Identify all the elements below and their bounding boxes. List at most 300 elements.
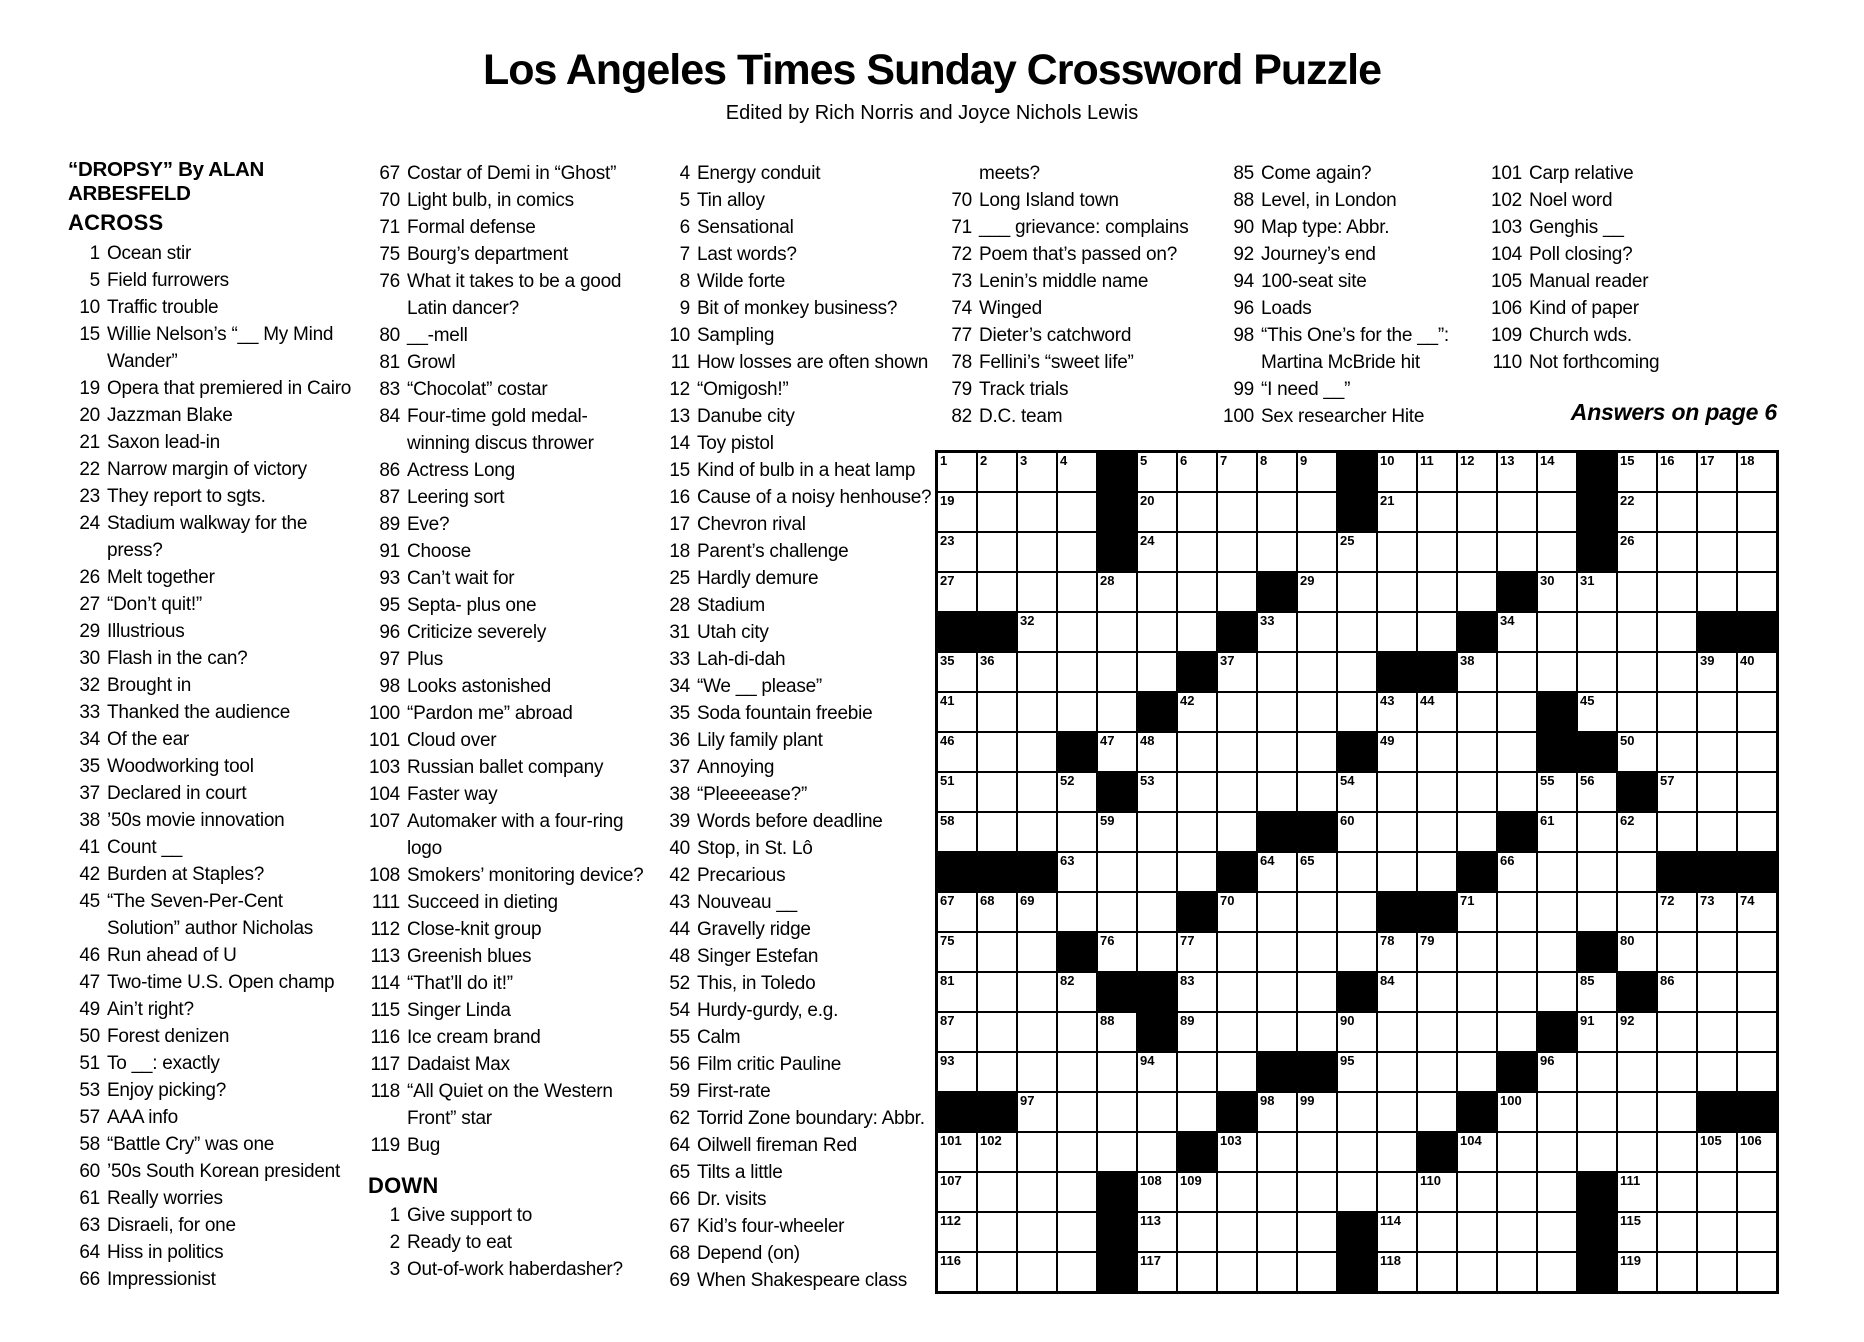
grid-cell[interactable] [1297,1212,1337,1252]
grid-cell[interactable] [1617,492,1657,532]
grid-cell[interactable] [1537,452,1577,493]
grid-cell[interactable] [1577,772,1617,812]
grid-cell[interactable] [937,812,978,852]
grid-cell[interactable] [1017,692,1057,732]
grid-cell[interactable] [1417,932,1457,972]
grid-cell[interactable] [1097,1052,1137,1092]
grid-cell[interactable] [1337,1052,1377,1092]
grid-cell[interactable] [1217,972,1257,1012]
grid-cell[interactable] [1217,772,1257,812]
grid-cell[interactable] [1257,1212,1297,1252]
grid-cell[interactable] [1017,1092,1057,1132]
grid-cell[interactable] [1097,1132,1137,1172]
grid-cell[interactable] [1257,1132,1297,1172]
grid-cell[interactable] [1617,572,1657,612]
grid-cell[interactable] [1457,972,1497,1012]
grid-cell[interactable] [1337,612,1377,652]
grid-cell[interactable] [1377,1252,1417,1293]
grid-cell[interactable] [1577,652,1617,692]
grid-cell[interactable] [977,532,1017,572]
grid-cell[interactable] [1697,1252,1737,1293]
grid-cell[interactable] [1217,1052,1257,1092]
grid-cell[interactable] [1457,1012,1497,1052]
grid-cell[interactable] [1417,852,1457,892]
grid-cell[interactable] [1417,1012,1457,1052]
grid-cell[interactable] [1417,1252,1457,1293]
grid-cell[interactable] [1697,1132,1737,1172]
grid-cell[interactable] [1577,852,1617,892]
grid-cell[interactable] [1377,972,1417,1012]
grid-cell[interactable] [1657,612,1697,652]
grid-cell[interactable] [1257,612,1297,652]
grid-cell[interactable] [1417,492,1457,532]
grid-cell[interactable] [1177,692,1217,732]
grid-cell[interactable] [1057,772,1097,812]
grid-cell[interactable] [1577,1092,1617,1132]
grid-cell[interactable] [1017,1052,1057,1092]
grid-cell[interactable] [1297,452,1337,493]
grid-cell[interactable] [1497,652,1537,692]
grid-cell[interactable] [1377,532,1417,572]
grid-cell[interactable] [1657,892,1697,932]
grid-cell[interactable] [1177,492,1217,532]
grid-cell[interactable] [1697,1012,1737,1052]
grid-cell[interactable] [1257,1012,1297,1052]
grid-cell[interactable] [1297,1012,1337,1052]
grid-cell[interactable] [1657,972,1697,1012]
grid-cell[interactable] [1257,692,1297,732]
grid-cell[interactable] [1577,812,1617,852]
grid-cell[interactable] [1217,732,1257,772]
grid-cell[interactable] [1617,1212,1657,1252]
grid-cell[interactable] [1697,932,1737,972]
grid-cell[interactable] [1497,972,1537,1012]
grid-cell[interactable] [1617,1052,1657,1092]
grid-cell[interactable] [937,692,978,732]
grid-cell[interactable] [1537,852,1577,892]
grid-cell[interactable] [1297,652,1337,692]
grid-cell[interactable] [1497,852,1537,892]
grid-cell[interactable] [1137,852,1177,892]
grid-cell[interactable] [937,532,978,572]
grid-cell[interactable] [1097,1092,1137,1132]
grid-cell[interactable] [1537,532,1577,572]
grid-cell[interactable] [1017,452,1057,493]
grid-cell[interactable] [1057,1092,1097,1132]
grid-cell[interactable] [1457,932,1497,972]
grid-cell[interactable] [1217,932,1257,972]
grid-cell[interactable] [1537,1052,1577,1092]
grid-cell[interactable] [1217,692,1257,732]
grid-cell[interactable] [937,1172,978,1212]
grid-cell[interactable] [977,1172,1017,1212]
grid-cell[interactable] [1017,932,1057,972]
grid-cell[interactable] [1417,1092,1457,1132]
grid-cell[interactable] [1537,1172,1577,1212]
grid-cell[interactable] [1057,452,1097,493]
grid-cell[interactable] [1217,1012,1257,1052]
grid-cell[interactable] [1697,692,1737,732]
grid-cell[interactable] [1297,692,1337,732]
grid-cell[interactable] [977,1132,1017,1172]
grid-cell[interactable] [977,652,1017,692]
grid-cell[interactable] [1137,492,1177,532]
grid-cell[interactable] [1697,492,1737,532]
grid-cell[interactable] [977,932,1017,972]
grid-cell[interactable] [1657,812,1697,852]
grid-cell[interactable] [1577,572,1617,612]
grid-cell[interactable] [1057,852,1097,892]
grid-cell[interactable] [1377,932,1417,972]
grid-cell[interactable] [937,1212,978,1252]
grid-cell[interactable] [1177,452,1217,493]
grid-cell[interactable] [937,1132,978,1172]
grid-cell[interactable] [1337,1092,1377,1132]
grid-cell[interactable] [1057,652,1097,692]
grid-cell[interactable] [1137,452,1177,493]
grid-cell[interactable] [1577,892,1617,932]
grid-cell[interactable] [1417,1172,1457,1212]
grid-cell[interactable] [1377,1132,1417,1172]
grid-cell[interactable] [1137,572,1177,612]
grid-cell[interactable] [937,572,978,612]
grid-cell[interactable] [1617,1172,1657,1212]
grid-cell[interactable] [1497,932,1537,972]
grid-cell[interactable] [977,892,1017,932]
grid-cell[interactable] [1057,972,1097,1012]
grid-cell[interactable] [1457,812,1497,852]
grid-cell[interactable] [1737,572,1778,612]
grid-cell[interactable] [1297,932,1337,972]
grid-cell[interactable] [1177,812,1217,852]
grid-cell[interactable] [1697,732,1737,772]
grid-cell[interactable] [1617,692,1657,732]
grid-cell[interactable] [1017,812,1057,852]
grid-cell[interactable] [1217,1172,1257,1212]
grid-cell[interactable] [1297,1132,1337,1172]
grid-cell[interactable] [1497,892,1537,932]
grid-cell[interactable] [1017,1212,1057,1252]
grid-cell[interactable] [1497,1252,1537,1293]
grid-cell[interactable] [1017,1012,1057,1052]
grid-cell[interactable] [1017,1252,1057,1293]
grid-cell[interactable] [1217,492,1257,532]
grid-cell[interactable] [1297,732,1337,772]
grid-cell[interactable] [1257,852,1297,892]
grid-cell[interactable] [1257,452,1297,493]
grid-cell[interactable] [1057,532,1097,572]
grid-cell[interactable] [1537,572,1577,612]
grid-cell[interactable] [1337,652,1377,692]
grid-cell[interactable] [1097,652,1137,692]
grid-cell[interactable] [1657,1092,1697,1132]
grid-cell[interactable] [1377,692,1417,732]
grid-cell[interactable] [977,692,1017,732]
grid-cell[interactable] [1497,1092,1537,1132]
grid-cell[interactable] [1457,1212,1497,1252]
grid-cell[interactable] [1177,932,1217,972]
grid-cell[interactable] [1577,1132,1617,1172]
grid-cell[interactable] [1457,892,1497,932]
grid-cell[interactable] [1617,1092,1657,1132]
grid-cell[interactable] [1137,812,1177,852]
grid-cell[interactable] [1617,612,1657,652]
grid-cell[interactable] [1737,1012,1778,1052]
grid-cell[interactable] [1137,1212,1177,1252]
grid-cell[interactable] [1177,572,1217,612]
grid-cell[interactable] [1697,972,1737,1012]
grid-cell[interactable] [1617,732,1657,772]
grid-cell[interactable] [1737,1132,1778,1172]
grid-cell[interactable] [937,972,978,1012]
grid-cell[interactable] [1297,572,1337,612]
grid-cell[interactable] [1457,1052,1497,1092]
grid-cell[interactable] [1097,812,1137,852]
grid-cell[interactable] [1417,692,1457,732]
grid-cell[interactable] [1697,1052,1737,1092]
grid-cell[interactable] [1457,652,1497,692]
grid-cell[interactable] [1537,772,1577,812]
grid-cell[interactable] [1217,1212,1257,1252]
grid-cell[interactable] [937,452,978,493]
grid-cell[interactable] [1057,892,1097,932]
grid-cell[interactable] [1497,692,1537,732]
grid-cell[interactable] [1097,692,1137,732]
grid-cell[interactable] [1337,932,1377,972]
grid-cell[interactable] [1377,452,1417,493]
grid-cell[interactable] [1537,892,1577,932]
grid-cell[interactable] [1257,1252,1297,1293]
grid-cell[interactable] [1057,812,1097,852]
grid-cell[interactable] [1457,1172,1497,1212]
grid-cell[interactable] [1337,772,1377,812]
grid-cell[interactable] [1537,932,1577,972]
grid-cell[interactable] [1017,532,1057,572]
grid-cell[interactable] [1737,932,1778,972]
grid-cell[interactable] [1697,812,1737,852]
grid-cell[interactable] [1377,732,1417,772]
grid-cell[interactable] [1497,1212,1537,1252]
grid-cell[interactable] [1417,1212,1457,1252]
grid-cell[interactable] [1617,1012,1657,1052]
grid-cell[interactable] [1537,1092,1577,1132]
grid-cell[interactable] [937,1052,978,1092]
grid-cell[interactable] [1297,1252,1337,1293]
grid-cell[interactable] [1097,612,1137,652]
grid-cell[interactable] [1537,972,1577,1012]
grid-cell[interactable] [1017,1132,1057,1172]
grid-cell[interactable] [1417,572,1457,612]
grid-cell[interactable] [1217,572,1257,612]
grid-cell[interactable] [1697,452,1737,493]
grid-cell[interactable] [1297,532,1337,572]
grid-cell[interactable] [1657,732,1697,772]
grid-cell[interactable] [937,652,978,692]
grid-cell[interactable] [1417,612,1457,652]
grid-cell[interactable] [1377,1212,1417,1252]
grid-cell[interactable] [1337,812,1377,852]
grid-cell[interactable] [937,932,978,972]
grid-cell[interactable] [1057,1252,1097,1293]
grid-cell[interactable] [1137,612,1177,652]
grid-cell[interactable] [1497,452,1537,493]
grid-cell[interactable] [1617,452,1657,493]
grid-cell[interactable] [1657,1132,1697,1172]
grid-cell[interactable] [1377,572,1417,612]
grid-cell[interactable] [1377,1092,1417,1132]
grid-cell[interactable] [1737,492,1778,532]
grid-cell[interactable] [1697,572,1737,612]
grid-cell[interactable] [1657,1012,1697,1052]
grid-cell[interactable] [1657,492,1697,532]
grid-cell[interactable] [1377,812,1417,852]
grid-cell[interactable] [1137,652,1177,692]
grid-cell[interactable] [1337,572,1377,612]
grid-cell[interactable] [1617,812,1657,852]
grid-cell[interactable] [937,892,978,932]
grid-cell[interactable] [1497,772,1537,812]
grid-cell[interactable] [1097,732,1137,772]
grid-cell[interactable] [1137,1092,1177,1132]
grid-cell[interactable] [1617,652,1657,692]
grid-cell[interactable] [1697,772,1737,812]
grid-cell[interactable] [1177,612,1217,652]
grid-cell[interactable] [1737,892,1778,932]
grid-cell[interactable] [1017,492,1057,532]
grid-cell[interactable] [1097,892,1137,932]
grid-cell[interactable] [1737,972,1778,1012]
grid-cell[interactable] [1017,972,1057,1012]
grid-cell[interactable] [1177,1092,1217,1132]
grid-cell[interactable] [1737,732,1778,772]
grid-cell[interactable] [1177,732,1217,772]
grid-cell[interactable] [1737,532,1778,572]
grid-cell[interactable] [1057,1172,1097,1212]
grid-cell[interactable] [1537,1212,1577,1252]
grid-cell[interactable] [1097,1012,1137,1052]
grid-cell[interactable] [1337,1172,1377,1212]
grid-cell[interactable] [1537,812,1577,852]
grid-cell[interactable] [1097,572,1137,612]
grid-cell[interactable] [1257,892,1297,932]
grid-cell[interactable] [1737,692,1778,732]
grid-cell[interactable] [1057,1132,1097,1172]
grid-cell[interactable] [1537,612,1577,652]
grid-cell[interactable] [1417,532,1457,572]
grid-cell[interactable] [1257,972,1297,1012]
grid-cell[interactable] [1737,1252,1778,1293]
grid-cell[interactable] [1537,652,1577,692]
grid-cell[interactable] [1697,1212,1737,1252]
grid-cell[interactable] [1657,1212,1697,1252]
grid-cell[interactable] [1297,972,1337,1012]
grid-cell[interactable] [1377,772,1417,812]
grid-cell[interactable] [1417,772,1457,812]
grid-cell[interactable] [1057,1052,1097,1092]
grid-cell[interactable] [1137,1172,1177,1212]
grid-cell[interactable] [1417,1052,1457,1092]
grid-cell[interactable] [1017,572,1057,612]
grid-cell[interactable] [1017,892,1057,932]
grid-cell[interactable] [1697,652,1737,692]
grid-cell[interactable] [1497,612,1537,652]
grid-cell[interactable] [1657,452,1697,493]
grid-cell[interactable] [1417,732,1457,772]
grid-cell[interactable] [1537,1252,1577,1293]
grid-cell[interactable] [1377,852,1417,892]
grid-cell[interactable] [1177,1012,1217,1052]
grid-cell[interactable] [1337,1132,1377,1172]
grid-cell[interactable] [1377,1012,1417,1052]
grid-cell[interactable] [1097,932,1137,972]
grid-cell[interactable] [1497,1012,1537,1052]
grid-cell[interactable] [1457,772,1497,812]
grid-cell[interactable] [1457,492,1497,532]
grid-cell[interactable] [977,1052,1017,1092]
grid-cell[interactable] [1657,1252,1697,1293]
grid-cell[interactable] [1417,972,1457,1012]
grid-cell[interactable] [1377,612,1417,652]
grid-cell[interactable] [1297,492,1337,532]
grid-cell[interactable] [1017,772,1057,812]
grid-cell[interactable] [1337,692,1377,732]
grid-cell[interactable] [1617,892,1657,932]
grid-cell[interactable] [977,812,1017,852]
grid-cell[interactable] [1257,652,1297,692]
grid-cell[interactable] [1537,492,1577,532]
grid-cell[interactable] [1097,852,1137,892]
grid-cell[interactable] [1737,652,1778,692]
grid-cell[interactable] [1137,1252,1177,1293]
grid-cell[interactable] [1057,572,1097,612]
grid-cell[interactable] [1257,1092,1297,1132]
grid-cell[interactable] [1697,532,1737,572]
grid-cell[interactable] [1537,1132,1577,1172]
grid-cell[interactable] [1017,652,1057,692]
grid-cell[interactable] [1497,1172,1537,1212]
grid-cell[interactable] [1217,652,1257,692]
grid-cell[interactable] [1497,1132,1537,1172]
grid-cell[interactable] [1497,492,1537,532]
grid-cell[interactable] [1257,732,1297,772]
grid-cell[interactable] [1657,692,1697,732]
grid-cell[interactable] [1417,452,1457,493]
grid-cell[interactable] [1617,532,1657,572]
grid-cell[interactable] [1697,1172,1737,1212]
grid-cell[interactable] [1297,852,1337,892]
grid-cell[interactable] [1337,532,1377,572]
grid-cell[interactable] [1657,572,1697,612]
grid-cell[interactable] [1337,892,1377,932]
grid-cell[interactable] [937,732,978,772]
grid-cell[interactable] [977,1252,1017,1293]
grid-cell[interactable] [977,1012,1017,1052]
grid-cell[interactable] [1377,492,1417,532]
grid-cell[interactable] [1377,1172,1417,1212]
grid-cell[interactable] [1457,1132,1497,1172]
grid-cell[interactable] [1617,1252,1657,1293]
grid-cell[interactable] [1177,772,1217,812]
grid-cell[interactable] [977,452,1017,493]
grid-cell[interactable] [1617,932,1657,972]
grid-cell[interactable] [1257,492,1297,532]
grid-cell[interactable] [937,772,978,812]
grid-cell[interactable] [1377,1052,1417,1092]
grid-cell[interactable] [1217,532,1257,572]
grid-cell[interactable] [1017,1172,1057,1212]
grid-cell[interactable] [1137,932,1177,972]
grid-cell[interactable] [1737,1052,1778,1092]
